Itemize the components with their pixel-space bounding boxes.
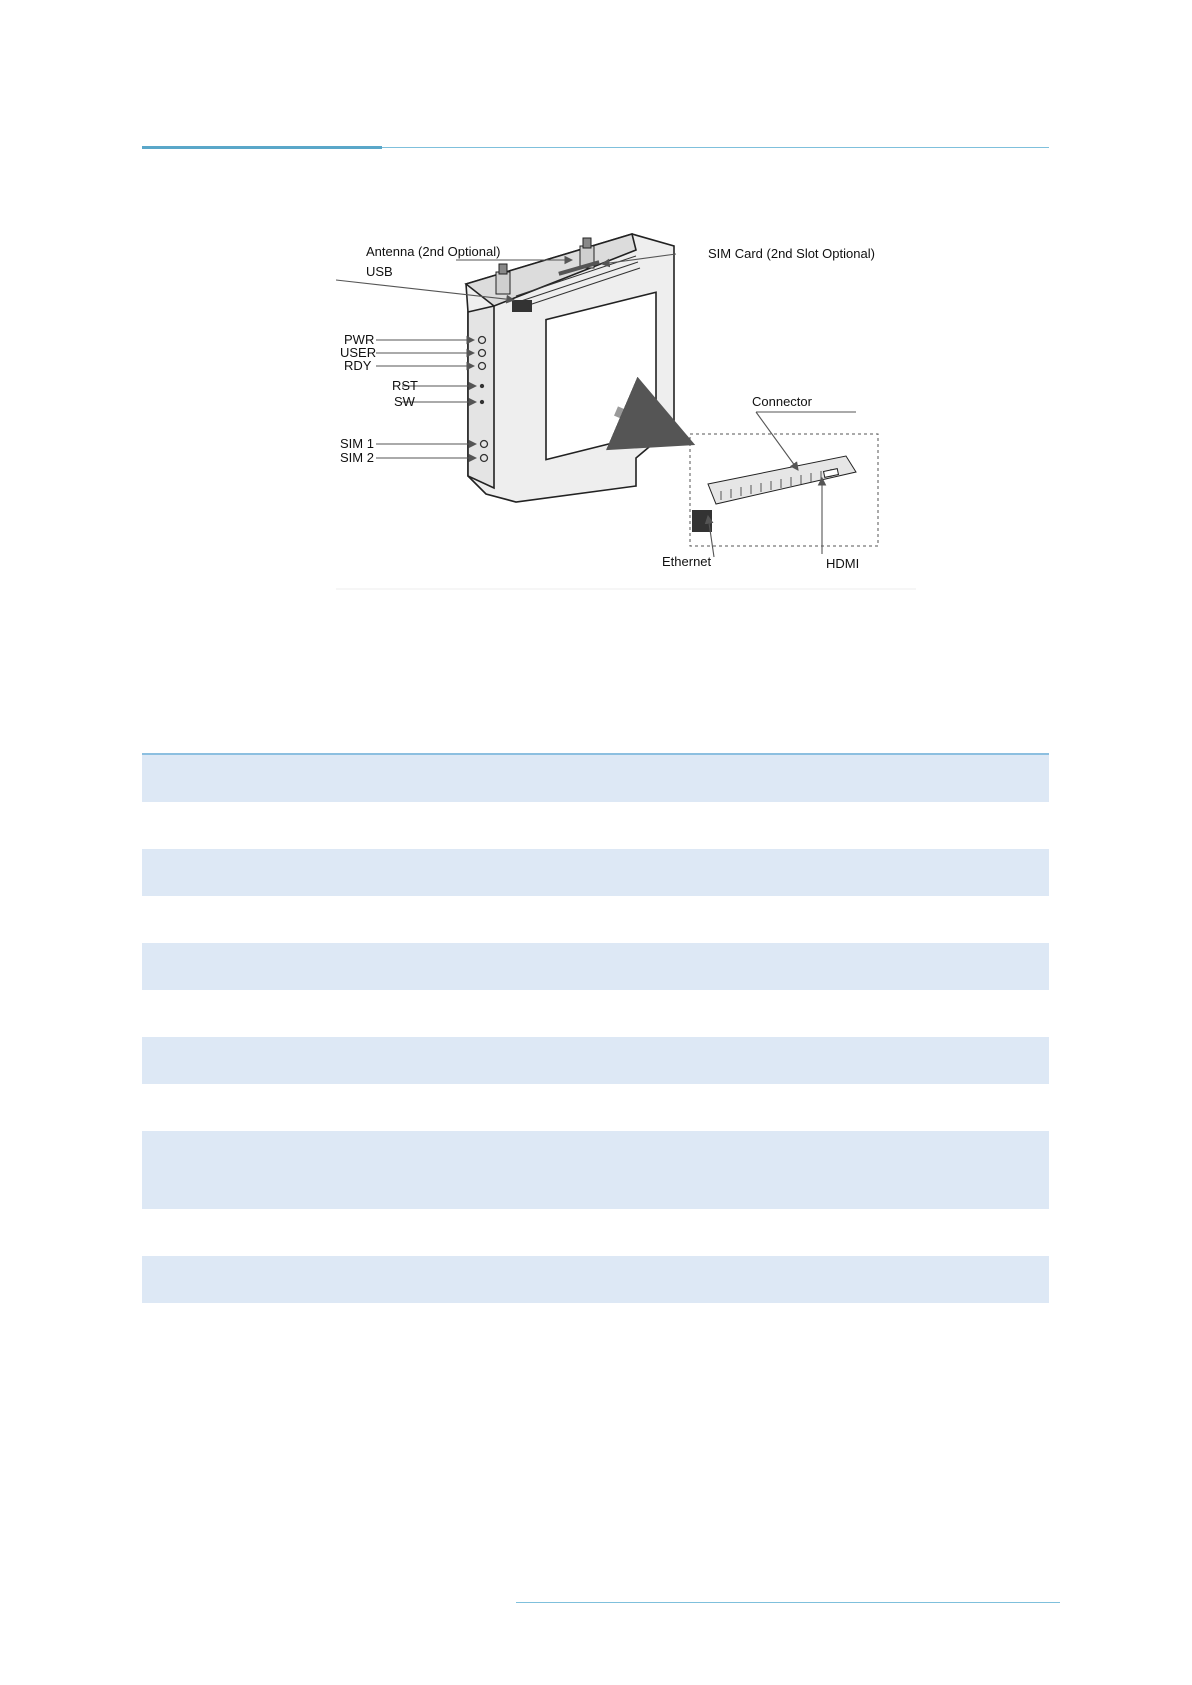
callout-user: USER	[340, 345, 377, 360]
table-row	[142, 943, 1049, 990]
usb-port	[512, 300, 532, 312]
callout-sw: SW	[394, 394, 415, 409]
callout-rdy: RDY	[344, 358, 372, 373]
table-row	[142, 1256, 1049, 1303]
header-rule-accent	[142, 146, 382, 149]
table-row	[142, 755, 1049, 802]
callout-sim-card: SIM Card (2nd Slot Optional)	[708, 246, 875, 261]
callout-rst: RST	[392, 378, 418, 393]
callout-sim2: SIM 2	[340, 450, 374, 465]
callout-sim1: SIM 1	[340, 436, 374, 451]
table-row	[142, 1037, 1049, 1084]
callout-connector: Connector	[752, 394, 812, 409]
callout-ethernet: Ethernet	[662, 554, 712, 569]
callout-antenna: Antenna (2nd Optional)	[366, 244, 501, 259]
callout-usb: USB	[366, 264, 393, 279]
table-row	[142, 990, 1049, 1037]
header-rule	[382, 147, 1049, 148]
table-row	[142, 1209, 1049, 1256]
table-row	[142, 1084, 1049, 1131]
table-row	[142, 896, 1049, 943]
table-row	[142, 849, 1049, 896]
footer-rule	[516, 1602, 1060, 1603]
table-row	[142, 802, 1049, 849]
callout-hdmi: HDMI	[826, 556, 860, 571]
table-rows	[142, 755, 1049, 1303]
device-diagram	[336, 226, 916, 590]
spec-table	[142, 753, 1049, 1303]
callout-pwr: PWR	[344, 332, 375, 347]
table-row	[142, 1131, 1049, 1209]
